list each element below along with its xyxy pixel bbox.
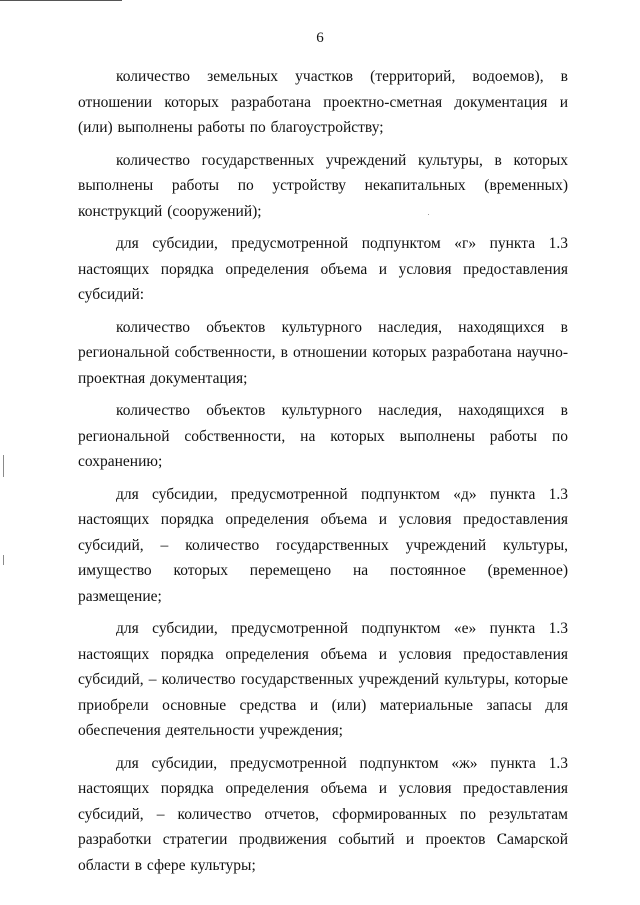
- paragraph-heritage-preservation: количество объектов культурного наследия, находящихся в региональной собственности, на которых выполнены работы по сохранению;: [78, 402, 568, 470]
- paragraph-subsidy-g: для субсидии, предусмотренной подпунктом «г» пункта 1.3 настоящих порядка определения объема и условия предоставления субсидий:: [78, 235, 568, 303]
- paragraph-heritage-documentation: количество объектов культурного наследия, находящихся в региональной собственности, в отношении которых разработана научно-проектная документация;: [78, 318, 568, 387]
- margin-mark: [3, 555, 4, 565]
- paragraph-temporary-structures: количество государственных учреждений культуры, в которых выполнены работы по устройству некапитальных (временных) конструкций (сооружений);: [78, 151, 568, 220]
- top-edge-rule: [0, 0, 122, 1]
- paragraph-subsidy-zh: для субсидии, предусмотренной подпунктом «ж» пункта 1.3 настоящих порядка определения объема и условия предоставления субсидий, – количество отчетов, сформированных по результатам разработки стратегии продвижения событий и проектов Самарской области в сфере культуры;: [78, 754, 568, 874]
- paragraph-subsidy-e: для субсидии, предусмотренной подпунктом «е» пункта 1.3 настоящих порядка определения объема и условия предоставления субсидий, – количество государственных учреждений культуры, которые приобрели основные средства и (или) материальные запасы для обеспечения деятельности учреждения;: [78, 620, 568, 739]
- page-number: 6: [316, 30, 324, 46]
- paragraph-subsidy-d: для субсидии, предусмотренной подпунктом «д» пункта 1.3 настоящих порядка определения объема и условия предоставления субсидий, – количество государственных учреждений культуры, имущество которых перемещено на постоянное (временное) размещение;: [78, 485, 568, 605]
- paragraph-land-plots: количество земельных участков (территорий, водоемов), в отношении которых разработана проектно-сметная документация и (или) выполнены работы по благоустройству;: [78, 68, 568, 136]
- body-text: [78, 64, 568, 885]
- margin-mark: [3, 455, 4, 477]
